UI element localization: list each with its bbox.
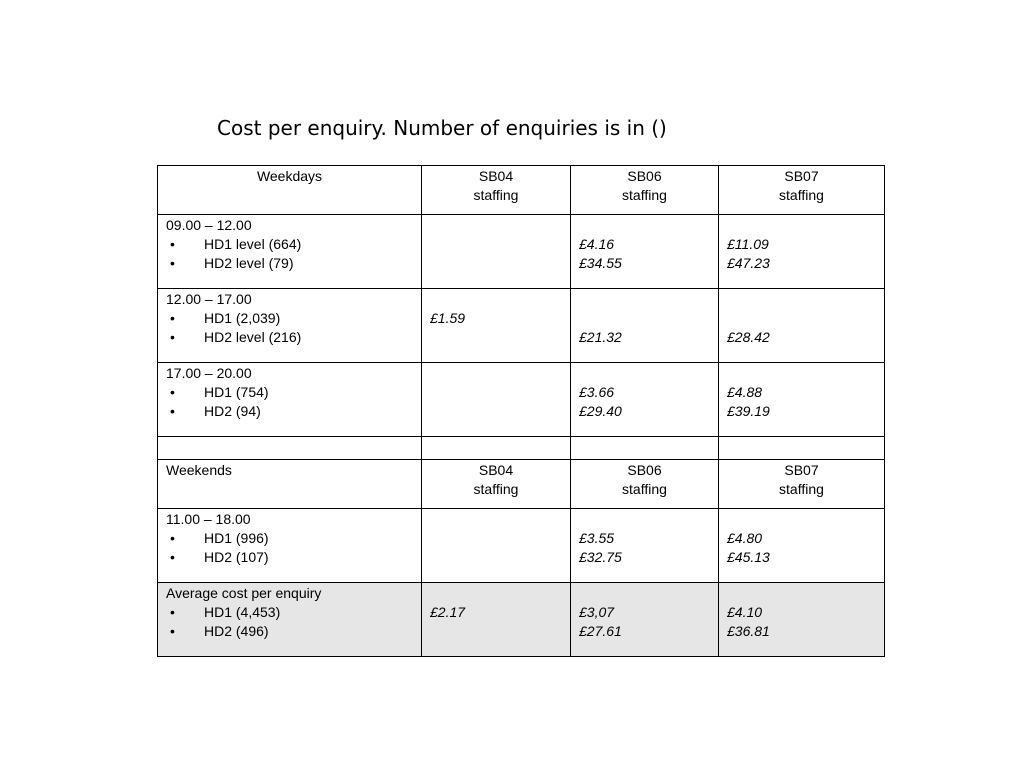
- enquiry-list: [166, 529, 413, 567]
- weekday-header-row: [158, 166, 885, 215]
- list-item: • HD1 (754): [166, 383, 413, 402]
- list-item: • HD2 (496): [166, 622, 413, 641]
- sb07-cell: £4.80 £45.13: [719, 509, 885, 583]
- list-item: • HD1 (4,453): [166, 603, 413, 622]
- list-item: • HD2 level (216): [166, 328, 413, 347]
- enquiry-list: [166, 603, 413, 641]
- weekend-header-sb04: SB04 staffing: [422, 460, 571, 509]
- period-cell: 17.00 – 20.00 • HD1 (754) • HD2 (94): [158, 363, 422, 437]
- sb04-cell: £2.17: [422, 583, 571, 657]
- sb04-cell: £1.59: [422, 289, 571, 363]
- empty-cell: [571, 437, 719, 460]
- period-cell: 11.00 – 18.00 • HD1 (996) • HD2 (107): [158, 509, 422, 583]
- sb06-cell: £4.16 £34.55: [571, 215, 719, 289]
- weekend-header-sb07: SB07 staffing: [719, 460, 885, 509]
- empty-cell: [158, 437, 422, 460]
- sb06-cell: £3.66 £29.40: [571, 363, 719, 437]
- table-row: [158, 289, 885, 363]
- sb06-cell: £3.55 £32.75: [571, 509, 719, 583]
- empty-cell: [422, 437, 571, 460]
- list-item: • HD1 (2,039): [166, 309, 413, 328]
- list-item: • HD2 (94): [166, 402, 413, 421]
- weekday-header-sb04: SB04 staffing: [422, 166, 571, 215]
- enquiry-list: [166, 235, 413, 273]
- page-title: Cost per enquiry. Number of enquiries is in (): [217, 116, 667, 140]
- table-row: [158, 509, 885, 583]
- list-item: • HD2 level (79): [166, 254, 413, 273]
- list-item: • HD1 level (664): [166, 235, 413, 254]
- average-label-cell: Average cost per enquiry • HD1 (4,453) • HD2 (496): [158, 583, 422, 657]
- empty-cell: [719, 437, 885, 460]
- weekday-header-sb06: SB06 staffing: [571, 166, 719, 215]
- enquiry-list: [166, 309, 413, 347]
- average-row: [158, 583, 885, 657]
- table-row: [158, 363, 885, 437]
- sb04-cell: [422, 215, 571, 289]
- sb04-cell: [422, 509, 571, 583]
- weekday-header-sb07: SB07 staffing: [719, 166, 885, 215]
- cost-per-enquiry-table: [157, 165, 885, 657]
- sb07-cell: £4.88 £39.19: [719, 363, 885, 437]
- period-cell: 09.00 – 12.00 • HD1 level (664) • HD2 level (79): [158, 215, 422, 289]
- weekend-header-label: Weekends: [158, 460, 422, 509]
- enquiry-list: [166, 383, 413, 421]
- list-item: • HD1 (996): [166, 529, 413, 548]
- period-cell: 12.00 – 17.00 • HD1 (2,039) • HD2 level (216): [158, 289, 422, 363]
- list-item: • HD2 (107): [166, 548, 413, 567]
- spacer-row: [158, 437, 885, 460]
- weekend-header-row: [158, 460, 885, 509]
- sb06-cell: £3,07 £27.61: [571, 583, 719, 657]
- table-row: [158, 215, 885, 289]
- sb06-cell: £21.32: [571, 289, 719, 363]
- sb04-cell: [422, 363, 571, 437]
- weekday-header-label: Weekdays: [158, 166, 422, 215]
- weekend-header-sb06: SB06 staffing: [571, 460, 719, 509]
- sb07-cell: £11.09 £47.23: [719, 215, 885, 289]
- sb07-cell: £4.10 £36.81: [719, 583, 885, 657]
- sb07-cell: £28.42: [719, 289, 885, 363]
